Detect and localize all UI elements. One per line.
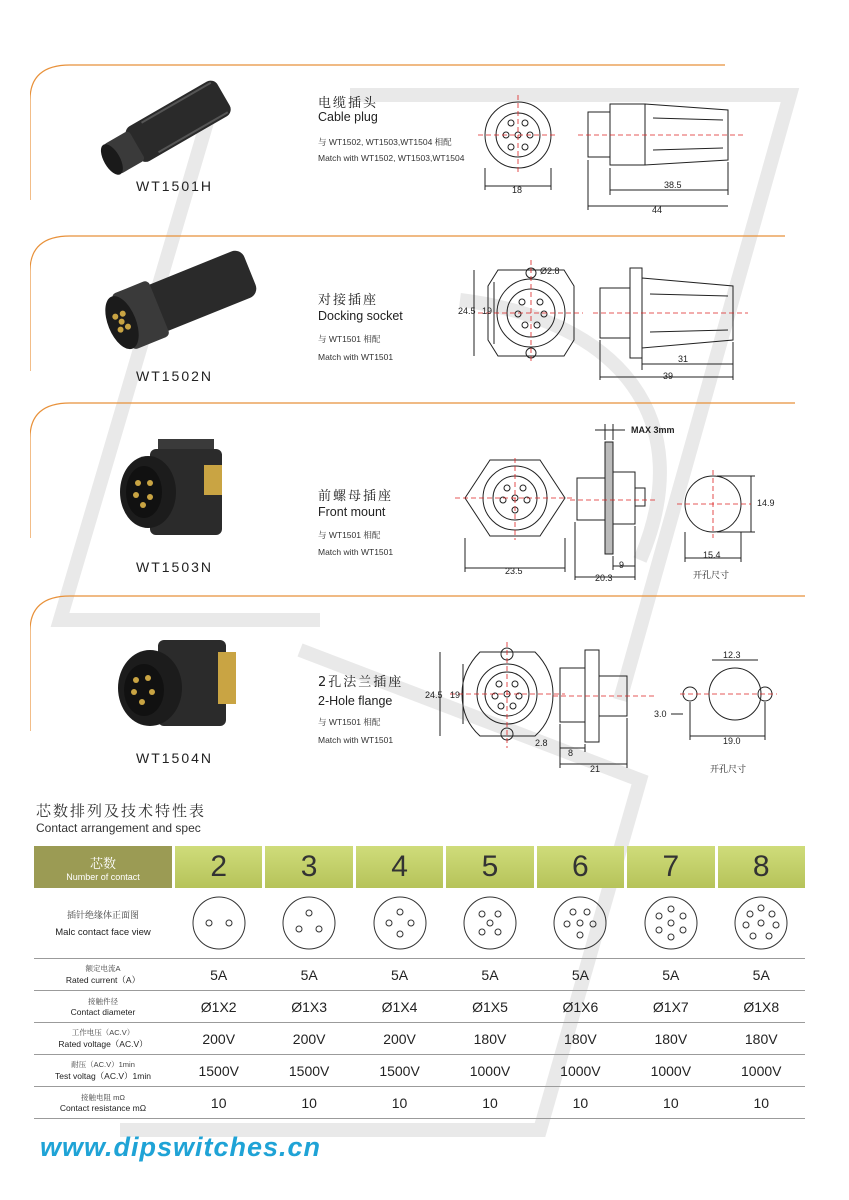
- dim-31: 31: [678, 354, 689, 364]
- cable-plug-drawing: [478, 90, 768, 215]
- table-cell: Ø1X8: [743, 998, 780, 1015]
- row-label: [34, 1055, 172, 1086]
- two-hole-flange-drawing: [425, 640, 785, 780]
- table-cell: 5A: [300, 966, 318, 983]
- table-cell: 10: [210, 1094, 227, 1111]
- contact-resistance-row: [34, 1087, 805, 1119]
- count-cell: 5: [446, 846, 533, 888]
- dim-19-0: 19.0: [723, 736, 741, 746]
- row-label-en: Rated voltage（AC.V）: [58, 1039, 148, 1049]
- header-label: [34, 846, 172, 888]
- dim-19: 19: [482, 306, 493, 316]
- table-cell: 10: [301, 1094, 317, 1111]
- table-cell: Ø1X7: [652, 998, 689, 1015]
- face-2-pin: [175, 888, 262, 958]
- dim-8: 8: [568, 748, 574, 758]
- product-name-en: 2-Hole flange: [318, 694, 393, 708]
- face-5-pin: [446, 888, 533, 958]
- dim-9: 9: [619, 560, 625, 570]
- dim-24-5: 24.5: [458, 306, 476, 316]
- table-cell: 10: [753, 1094, 770, 1111]
- cutout-label: 开孔尺寸: [693, 570, 730, 580]
- header-cn: 芯数: [89, 855, 116, 871]
- table-cell: 10: [391, 1094, 408, 1111]
- match-en: Match with WT1502, WT1503,WT1504: [318, 153, 465, 163]
- model-label: WT1504N: [136, 750, 214, 766]
- two-hole-flange-photo: [108, 630, 243, 745]
- model-label: WT1503N: [136, 559, 214, 575]
- dim-14-9: 14.9: [757, 498, 775, 508]
- test-voltage-row: [34, 1055, 805, 1087]
- table-cell: 1000V: [560, 1062, 601, 1079]
- header-en: Number of contact: [66, 871, 140, 882]
- table-cell: 200V: [202, 1030, 236, 1047]
- dim-hole: Ø2.8: [540, 266, 560, 276]
- match-cn: 与 WT1501 相配: [318, 717, 381, 727]
- table-cell: 10: [572, 1094, 589, 1111]
- dim-18: 18: [512, 185, 523, 195]
- face-3-pin: [265, 888, 352, 958]
- table-cell: 180V: [564, 1030, 597, 1047]
- header-row: [34, 846, 805, 888]
- model-label: WT1502N: [136, 368, 214, 384]
- product-name-cn: 前螺母插座: [318, 489, 394, 504]
- pin-face-icon: [189, 893, 249, 953]
- row-label-en: Contact resistance mΩ: [59, 1103, 147, 1113]
- table-cell: 5A: [481, 966, 499, 983]
- dim-21: 21: [590, 764, 601, 774]
- dim-max-3mm: MAX 3mm: [631, 425, 675, 435]
- dim-24-5: 24.5: [425, 690, 443, 700]
- count-cell: 6: [537, 846, 624, 888]
- table-cell: 10: [482, 1094, 498, 1111]
- row-label: [34, 1087, 172, 1118]
- docking-socket-drawing: [458, 258, 758, 383]
- contact-diameter-row: [34, 991, 805, 1023]
- dim-23-5: 23.5: [505, 566, 523, 576]
- cable-plug-photo: [88, 75, 238, 175]
- count-cell: 2: [175, 846, 262, 888]
- table-cell: 1500V: [198, 1062, 239, 1079]
- table-cell: Ø1X2: [200, 998, 237, 1015]
- table-cell: 1500V: [379, 1062, 420, 1079]
- docking-socket-photo: [88, 242, 258, 357]
- website-link[interactable]: www.dipswitches.cn: [40, 1132, 322, 1162]
- table-cell: 1000V: [650, 1062, 692, 1079]
- match-en: Match with WT1501: [318, 547, 394, 557]
- row-label-cn: 耐压（AC.V）1min: [71, 1060, 135, 1069]
- row-label-en: Test voltag（AC.V）1min: [55, 1071, 151, 1081]
- table-cell: 180V: [654, 1030, 688, 1047]
- pin-face-icon: [460, 893, 520, 953]
- product-name-cn: 2孔法兰插座: [318, 675, 404, 690]
- pin-face-icon: [641, 893, 701, 953]
- face-6-pin: [537, 888, 624, 958]
- face-label-cn: 插针绝缘体正面图: [66, 910, 139, 920]
- model-label: WT1501H: [136, 178, 214, 194]
- table-cell: 200V: [383, 1030, 416, 1047]
- dim-15-4: 15.4: [703, 550, 721, 560]
- pin-face-icon: [370, 893, 430, 953]
- rated-voltage-row: [34, 1023, 805, 1055]
- face-4-pin: [356, 888, 443, 958]
- dim-44: 44: [652, 205, 663, 215]
- count-cell: 8: [718, 846, 805, 888]
- table-cell: Ø1X3: [291, 998, 328, 1015]
- product-name-cn: 对接插座: [318, 293, 379, 308]
- product-name-en: Front mount: [318, 505, 386, 519]
- count-cell: 7: [627, 846, 714, 888]
- front-mount-photo: [108, 435, 233, 550]
- match-en: Match with WT1501: [318, 352, 394, 362]
- table-cell: 180V: [473, 1030, 507, 1047]
- row-label-en: Contact diameter: [70, 1007, 136, 1017]
- match-cn: 与 WT1501 相配: [318, 334, 381, 344]
- table-cell: Ø1X6: [562, 998, 599, 1015]
- table-title-en: Contact arrangement and spec: [36, 821, 201, 835]
- table-cell: Ø1X4: [381, 998, 418, 1015]
- pin-face-icon: [731, 893, 791, 953]
- pin-face-icon: [279, 893, 339, 953]
- face-7-pin: [627, 888, 714, 958]
- table-title-cn: 芯数排列及技术特性表: [36, 803, 207, 820]
- row-label-cn: 接触电阻 mΩ: [81, 1093, 125, 1102]
- count-cell: 4: [356, 846, 443, 888]
- pin-face-icon: [550, 893, 610, 953]
- row-label-cn: 额定电流A: [85, 964, 121, 973]
- table-cell: 5A: [210, 966, 228, 983]
- table-cell: 5A: [390, 966, 409, 983]
- dim-12-3: 12.3: [723, 650, 741, 660]
- table-cell: 200V: [292, 1030, 326, 1047]
- dim-20-3: 20.3: [595, 573, 613, 583]
- dim-38-5: 38.5: [664, 180, 682, 190]
- product-name-en: Cable plug: [318, 110, 378, 124]
- table-cell: 5A: [662, 966, 680, 983]
- table-cell: 1000V: [469, 1062, 511, 1079]
- dim-39: 39: [663, 371, 674, 381]
- face-label-en: Malc contact face view: [55, 927, 151, 938]
- rated-current-row: [34, 959, 805, 991]
- row-label-en: Rated current（A）: [65, 975, 141, 985]
- row-label-cn: 接触件径: [88, 997, 118, 1006]
- face-view-label: [34, 888, 172, 958]
- row-label: [34, 991, 172, 1022]
- table-cell: Ø1X5: [472, 998, 508, 1015]
- row-label-cn: 工作电压（AC.V）: [71, 1028, 135, 1037]
- dim-2-8: 2.8: [535, 738, 548, 748]
- cutout-label: 开孔尺寸: [710, 764, 747, 774]
- table-cell: 1500V: [288, 1062, 330, 1079]
- table-cell: 1000V: [741, 1062, 782, 1079]
- spec-table: [34, 846, 805, 1119]
- count-cell: 3: [265, 846, 352, 888]
- product-name-cn: 电缆插头: [318, 96, 379, 111]
- table-cell: 5A: [752, 966, 770, 983]
- match-cn: 与 WT1502, WT1503,WT1504 相配: [318, 137, 452, 147]
- dim-3-0: 3.0: [654, 709, 667, 719]
- product-name-en: Docking socket: [318, 309, 403, 323]
- dim-19: 19: [450, 690, 461, 700]
- row-label: [34, 959, 172, 990]
- table-cell: 5A: [571, 966, 589, 983]
- face-8-pin: [718, 888, 805, 958]
- match-cn: 与 WT1501 相配: [318, 530, 381, 540]
- table-cell: 180V: [744, 1030, 778, 1047]
- match-en: Match with WT1501: [318, 735, 394, 745]
- front-mount-drawing: [455, 420, 775, 590]
- row-label: [34, 1023, 172, 1054]
- face-view-row: [34, 888, 805, 959]
- table-cell: 10: [663, 1094, 679, 1111]
